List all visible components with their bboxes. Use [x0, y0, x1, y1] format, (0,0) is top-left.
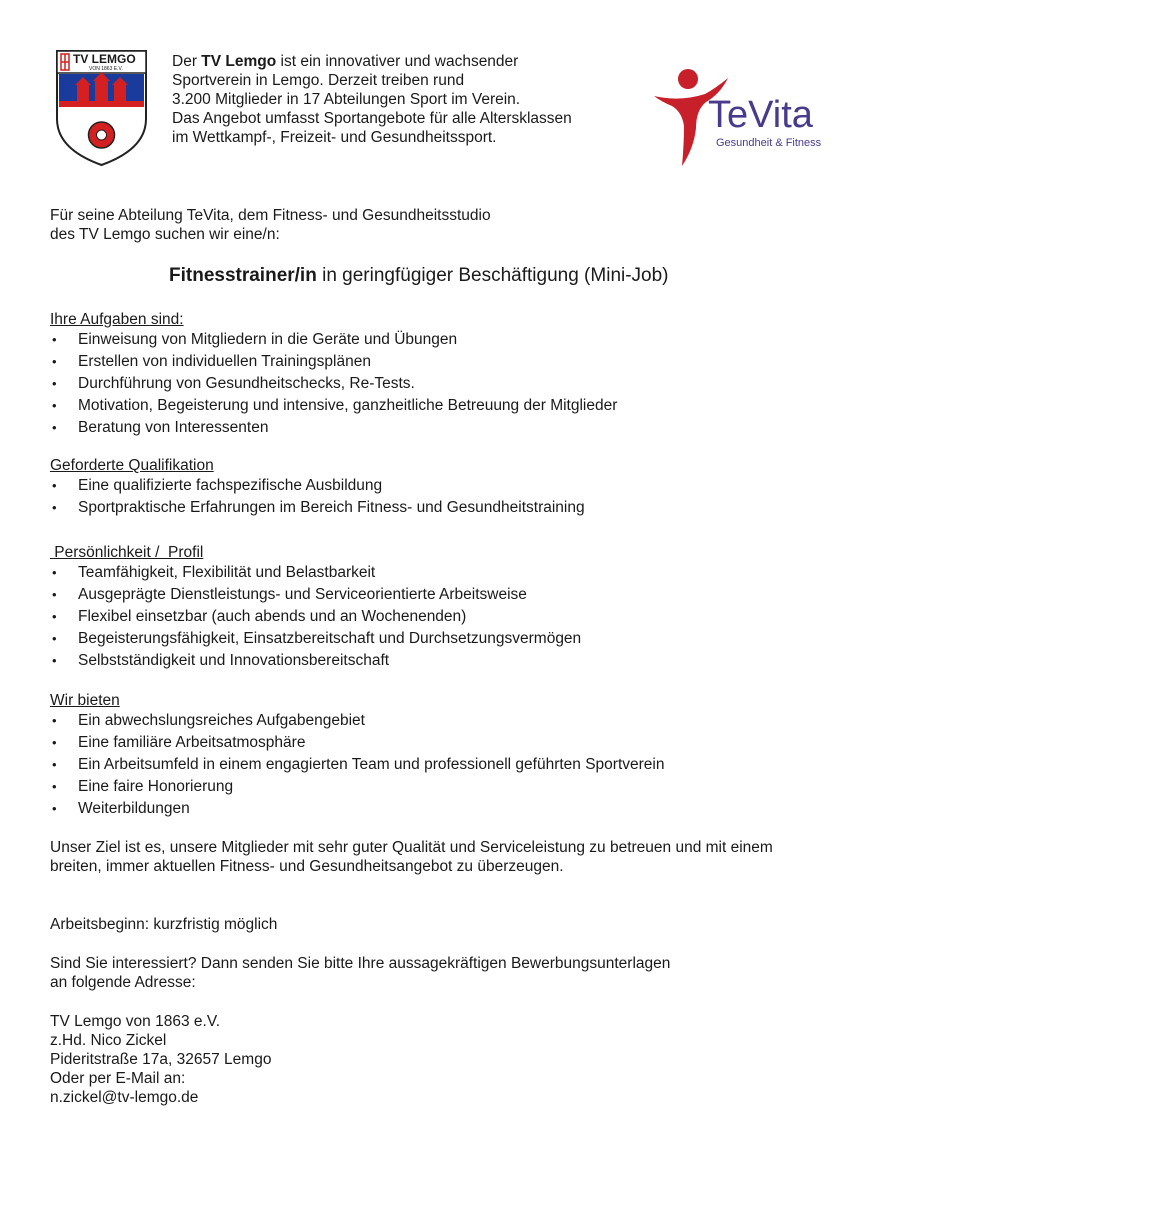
wir-bieten-list [50, 710, 665, 820]
goal-paragraph [50, 838, 773, 876]
job-title [169, 265, 669, 287]
contact-address [50, 1012, 271, 1107]
tv-logo-name: TV LEMGO [73, 52, 136, 66]
list-item: • Motivation, Begeisterung und intensive, ganzheitliche Betreuung der Mitglieder [52, 397, 618, 414]
intro-line1: ist ein innovativer und wachsender [276, 53, 519, 70]
list-item: • Selbstständigkeit und Innovationsbereitschaft [52, 652, 390, 669]
section-heading: Geforderte Qualifikation [50, 457, 214, 474]
intro-line2: Sportverein in Lemgo. Derzeit treiben rund [172, 72, 465, 89]
address-org: TV Lemgo von 1863 e.V. [50, 1013, 221, 1030]
search-intro [50, 206, 491, 244]
intro-line5: im Wettkampf-, Freizeit- und Gesundheitssport. [172, 129, 497, 146]
list-item: • Sportpraktische Erfahrungen im Bereich Fitness- und Gesundheitstraining [52, 499, 585, 516]
intro-prefix: Der [172, 53, 202, 70]
profil-list [50, 562, 581, 672]
address-email-label: Oder per E-Mail an: [50, 1070, 186, 1087]
list-item: • Ausgeprägte Dienstleistungs- und Serviceorientierte Arbeitsweise [52, 586, 527, 603]
list-item: • Beratung von Interessenten [52, 419, 269, 436]
apply-line1: Sind Sie interessiert? Dann senden Sie bitte Ihre aussagekräftigen Bewerbungsunterlagen [50, 955, 671, 972]
goal-line2: breiten, immer aktuellen Fitness- und Gesundheitsangebot zu überzeugen. [50, 858, 564, 875]
goal-line1: Unser Ziel ist es, unsere Mitglieder mit sehr guter Qualität und Serviceleistung zu betreuen und mit einem [50, 839, 773, 856]
search-line2: des TV Lemgo suchen wir eine/n: [50, 226, 280, 243]
tv-lemgo-logo [55, 49, 148, 167]
aufgaben-list [50, 329, 617, 439]
intro-line3: 3.200 Mitglieder in 17 Abteilungen Sport im Verein. [172, 91, 521, 108]
section-heading: Wir bieten [50, 692, 120, 709]
section-heading: Ihre Aufgaben sind: [50, 311, 184, 328]
list-item: • Ein Arbeitsumfeld in einem engagierten Team und professionell geführten Sportverein [52, 756, 665, 773]
qualifikation-list [50, 475, 585, 519]
list-item: • Erstellen von individuellen Trainingsplänen [52, 353, 371, 370]
section-heading: Persönlichkeit / Profil [50, 544, 204, 561]
list-item: • Einweisung von Mitgliedern in die Geräte und Übungen [52, 331, 458, 348]
apply-paragraph [50, 954, 670, 992]
apply-line2: an folgende Adresse: [50, 974, 196, 991]
search-line1: Für seine Abteilung TeVita, dem Fitness- und Gesundheitsstudio [50, 207, 491, 224]
email-link[interactable]: n.zickel@tv-lemgo.de [50, 1089, 199, 1106]
tevita-logo [650, 68, 840, 168]
list-item: • Teamfähigkeit, Flexibilität und Belastbarkeit [52, 564, 376, 581]
address-attn: z.Hd. Nico Zickel [50, 1032, 167, 1049]
list-item: • Eine qualifizierte fachspezifische Ausbildung [52, 477, 383, 494]
list-item: • Weiterbildungen [52, 800, 190, 817]
list-item: • Eine faire Honorierung [52, 778, 234, 795]
address-street: Pideritstraße 17a, 32657 Lemgo [50, 1051, 272, 1068]
list-item: • Ein abwechslungsreiches Aufgabengebiet [52, 712, 365, 729]
tv-logo-sub: VON 1863 E.V. [89, 66, 123, 72]
job-title-bold: Fitnesstrainer/in [169, 265, 317, 286]
job-title-rest: in geringfügiger Beschäftigung (Mini-Job) [316, 265, 669, 286]
section-wir-bieten [50, 691, 665, 820]
tevita-brand: TeVita [708, 94, 813, 136]
section-qualifikation [50, 456, 585, 519]
intro-club-name: TV Lemgo [201, 53, 277, 70]
section-aufgaben [50, 310, 617, 439]
section-profil [50, 543, 581, 672]
list-item: • Eine familiäre Arbeitsatmosphäre [52, 734, 306, 751]
list-item: • Durchführung von Gesundheitschecks, Re-Tests. [52, 375, 415, 392]
start-date: Arbeitsbeginn: kurzfristig möglich [50, 916, 278, 933]
tevita-tagline: Gesundheit & Fitness [716, 137, 822, 149]
list-item: • Begeisterungsfähigkeit, Einsatzbereitschaft und Durchsetzungsvermögen [52, 630, 582, 647]
list-item: • Flexibel einsetzbar (auch abends und an Wochenenden) [52, 608, 467, 625]
intro-line4: Das Angebot umfasst Sportangebote für alle Altersklassen [172, 110, 572, 127]
club-intro [172, 52, 572, 147]
